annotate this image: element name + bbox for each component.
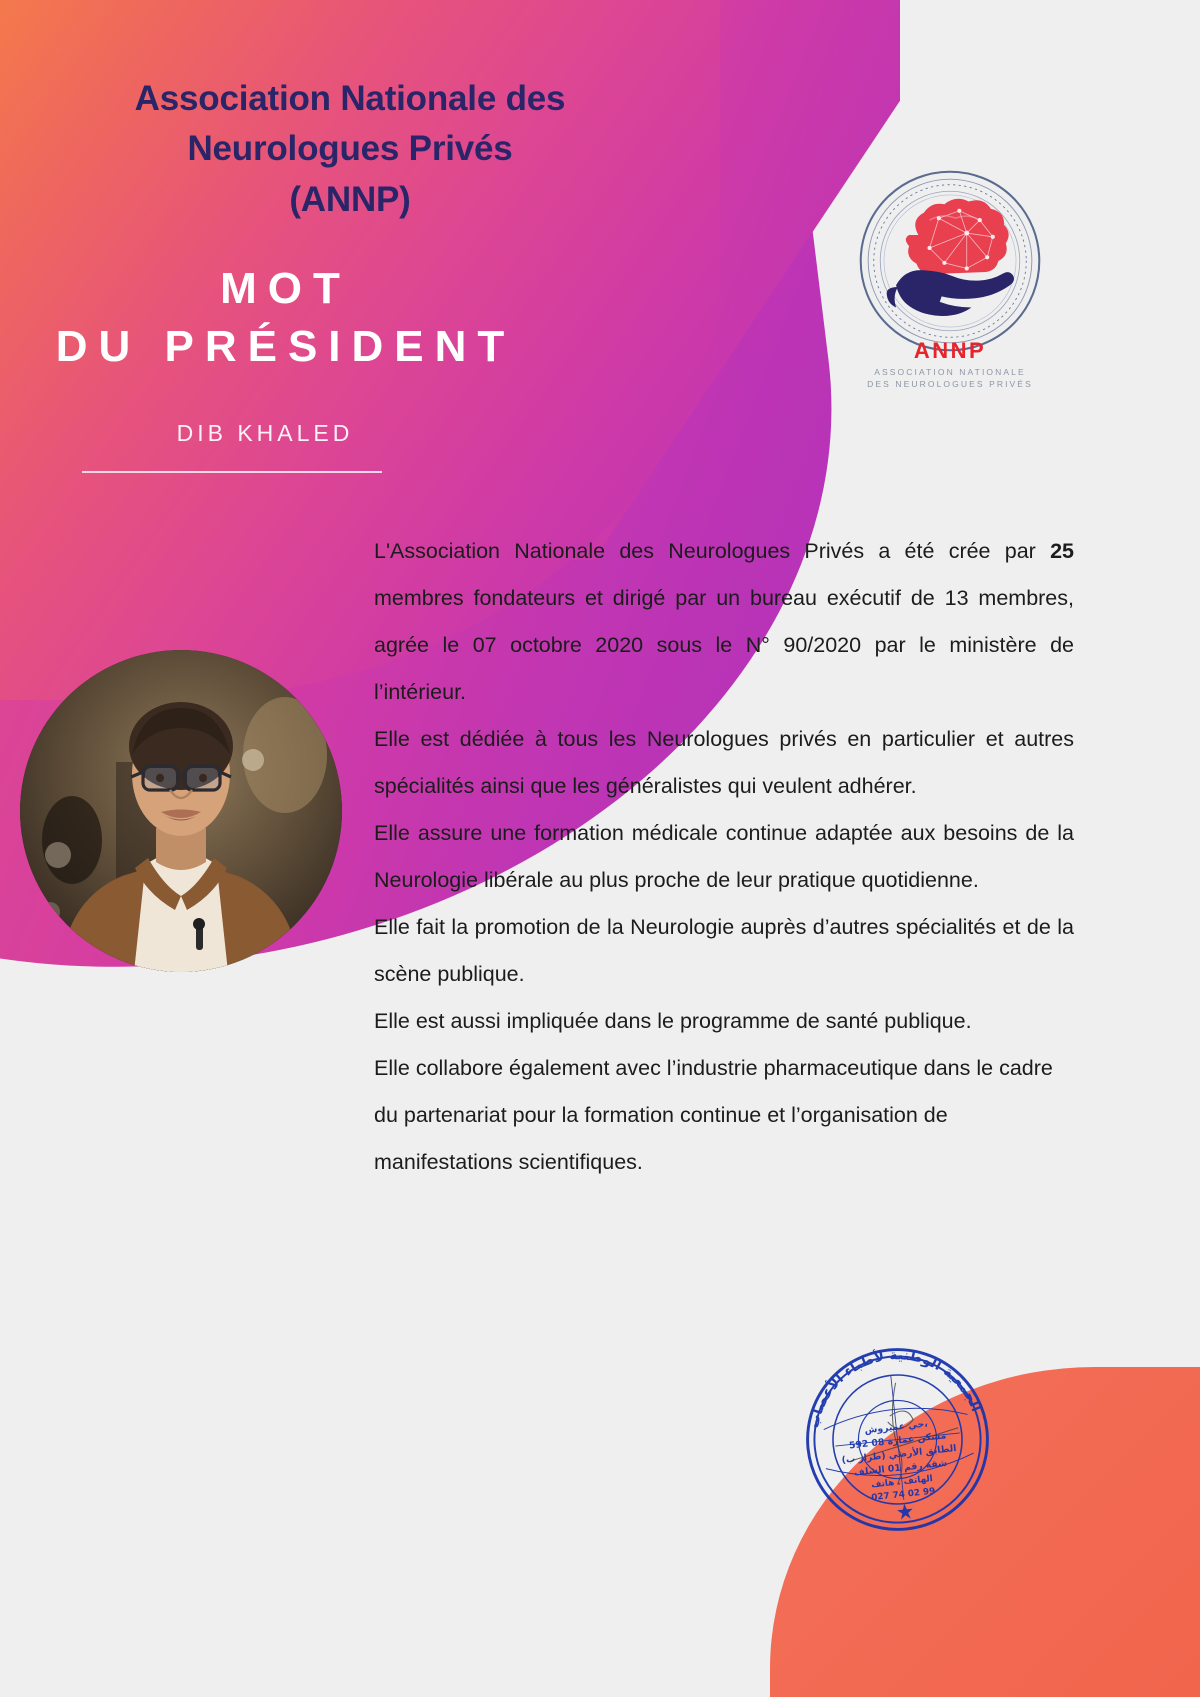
org-title-line-1: Association Nationale des (134, 79, 566, 118)
body-paragraph: Elle fait la promotion de la Neurologie auprès d’autres spécialités et de la scène publique. (374, 915, 1074, 986)
portrait-illustration (20, 650, 342, 972)
stamp-line-1: حي عميروش، (864, 1418, 929, 1437)
body-emphasis: 25 (1050, 539, 1074, 563)
annp-logo (845, 168, 1055, 390)
logo-subtitle-line-2: DES NEUROLOGUES PRIVÉS (867, 379, 1033, 390)
organization-title (40, 74, 660, 225)
body-paragraph: Elle est aussi impliquée dans le programme de santé publique. (374, 1009, 972, 1033)
name-underline-rule (82, 471, 382, 473)
body-paragraph: Elle assure une formation médicale continue adaptée aux besoins de la Neurologie libérale au plus proche de leur pratique quotidienne. (374, 821, 1074, 892)
page-title-line-1: MOT (220, 264, 351, 313)
logo-acronym: ANNP (913, 338, 987, 363)
stamp-line-6: 027 74 02 99 (870, 1486, 936, 1504)
body-paragraph: Elle est dédiée à tous les Neurologues privés en particulier et autres spécialités ainsi que les généralistes qui veulent adhérer. (374, 727, 1074, 798)
stamp-line-4: شقة رقم 01 الشلف (853, 1457, 948, 1479)
stamp-line-2: 592 مسكن عمارة 08 (848, 1430, 947, 1452)
brain-shape (906, 199, 1009, 274)
president-name: DIB KHALED (176, 420, 354, 446)
page-title-line-2: DU PRÉSIDENT (55, 321, 516, 371)
logo-subtitle (845, 366, 1055, 391)
president-portrait-photo (20, 650, 342, 972)
body-paragraph: Elle collabore également avec l’industrie pharmaceutique dans le cadre du partenariat pour la formation continue et l’organisation de manifestations scientifiques. (374, 1056, 1053, 1174)
body-paragraph: L'Association Nationale des Neurologues Privés a été crée par 25 membres fondateurs et dirigé par un bureau exécutif de 13 membres, agrée le 07 octobre 2020 sous le N° 90/2020 par le ministère de l’intérieur. (374, 539, 1074, 704)
logo-subtitle-line-1: ASSOCIATION NATIONALE (874, 367, 1026, 377)
president-message-body (374, 528, 1074, 1186)
logo-text-block (845, 338, 1055, 391)
brain-in-hand-emblem-icon (857, 168, 1043, 354)
page-title (30, 262, 530, 373)
stamp-line-5: الهاتف . هاتف (870, 1474, 934, 1491)
official-stamp-seal (790, 1332, 1005, 1547)
stamp-outer-text: الجمعية الوطنية لأطباء الأعصاب (806, 1347, 985, 1430)
stamp-line-3: (طراز ب) الطابق الأرضي (841, 1443, 957, 1467)
org-title-line-3: (ANNP) (289, 179, 411, 219)
org-title-line-2: Neurologues Privés (187, 129, 513, 169)
